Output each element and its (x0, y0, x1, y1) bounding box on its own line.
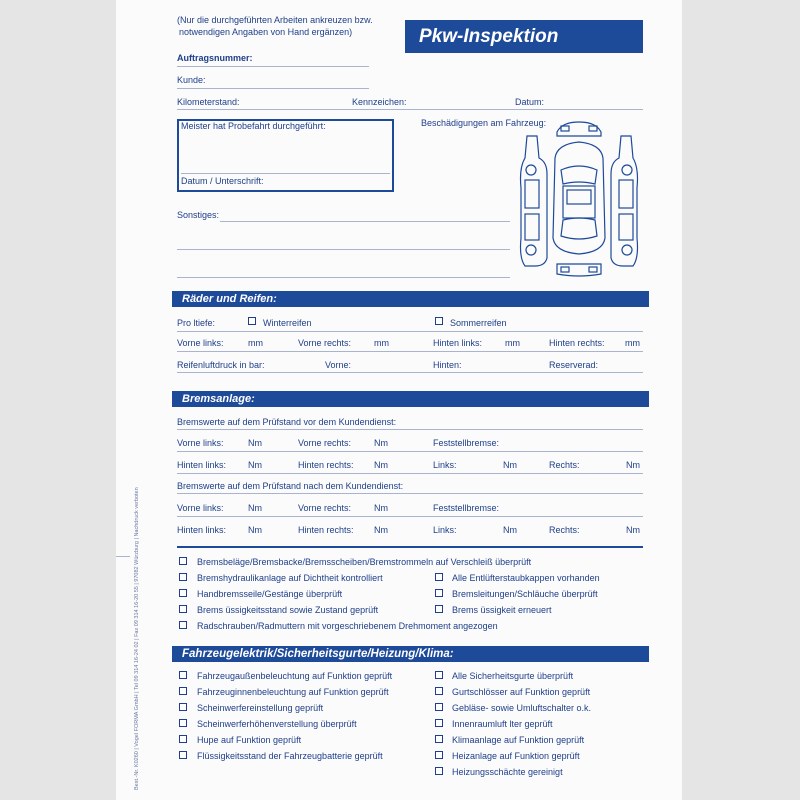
elektrik-check-r2-label: Gebläse- sowie Umluftschalter o.k. (452, 703, 592, 713)
bremswerte-nach-line (177, 493, 643, 494)
bn-vl-unit: Nm (248, 503, 262, 513)
elektrik-check-r3-checkbox[interactable] (435, 719, 443, 727)
bv-rechts-label: Rechts: (549, 460, 580, 470)
elektrik-check-r6-label: Heizungsschächte gereinigt (452, 767, 563, 777)
elektrik-check-r0-label: Alle Sicherheitsgurte überprüft (452, 671, 574, 681)
sonstiges-label: Sonstiges: (177, 210, 220, 220)
elektrik-check-r4-checkbox[interactable] (435, 735, 443, 743)
sonstiges-line-2[interactable] (177, 249, 510, 250)
brems-check-0-checkbox[interactable] (179, 557, 187, 565)
sonstiges-line-3[interactable] (177, 277, 510, 278)
bremswerte-vor-line (177, 429, 643, 430)
rad-vl-unit: mm (248, 338, 263, 348)
sommerreifen-checkbox[interactable] (435, 317, 443, 325)
elektrik-check-r5-label: Heizanlage auf Funktion geprüft (452, 751, 580, 761)
brems-check-4-checkbox[interactable] (179, 621, 187, 629)
elektrik-check-2-checkbox[interactable] (179, 703, 187, 711)
side-imprint: Best.-Nr. K0260 | Vogel FORMA GmbH | Tel 09 314 16-24 02 | Fax 09 314 16-20 55 | 97082 Würzburg | Nachdruck verboten (134, 487, 140, 790)
instruction-line-2: notwendigen Angaben von Hand ergänzen) (179, 27, 353, 37)
winterreifen-checkbox[interactable] (248, 317, 256, 325)
bv-vorne-rechts-label: Vorne rechts: (298, 438, 352, 448)
bv-vl-unit: Nm (248, 438, 262, 448)
luftdruck-vorne-label: Vorne: (325, 360, 352, 370)
bn-links-unit: Nm (503, 525, 517, 535)
form-title: Pkw-Inspektion (405, 20, 643, 53)
elektrik-check-r5-checkbox[interactable] (435, 751, 443, 759)
bn-links-label: Links: (433, 525, 457, 535)
rad-hr-unit: mm (625, 338, 640, 348)
elektrik-check-r3-label: Innenraumluft lter geprüft (452, 719, 553, 729)
bn-vr-unit: Nm (374, 503, 388, 513)
car-outline-icon (517, 118, 641, 280)
kunde-label: Kunde: (177, 75, 206, 85)
brems-check-2-checkbox[interactable] (179, 589, 187, 597)
bv-hl-unit: Nm (248, 460, 262, 470)
datum-unterschrift-label: Datum / Unterschrift: (181, 176, 264, 186)
bv-vr-unit: Nm (374, 438, 388, 448)
bn-rechts-label: Rechts: (549, 525, 580, 535)
bv-hinten-line[interactable] (177, 473, 643, 474)
elektrik-check-3-label: Scheinwerferhöhenverstellung überprüft (197, 719, 357, 729)
bv-vorne-line[interactable] (177, 451, 643, 452)
elektrik-check-2-label: Scheinwerfereinstellung geprüft (197, 703, 324, 713)
elektrik-check-4-label: Hupe auf Funktion geprüft (197, 735, 302, 745)
bv-hinten-rechts-label: Hinten rechts: (298, 460, 354, 470)
bn-hinten-links-label: Hinten links: (177, 525, 227, 535)
brems-check-r1-label: Bremsleitungen/Schläuche überprüft (452, 589, 598, 599)
rad-hinten-links-label: Hinten links: (433, 338, 483, 348)
winterreifen-label: Winterreifen (263, 318, 312, 328)
auftragsnummer-field[interactable] (177, 66, 369, 67)
probefahrt-sign-line (181, 173, 390, 174)
rad-vr-unit: mm (374, 338, 389, 348)
section-elektrik-header: Fahrzeugelektrik/Sicherheitsgurte/Heizung/Klima: (172, 646, 649, 662)
beschaedigungen-label: Beschädigungen am Fahrzeug: (421, 118, 547, 128)
brems-check-r0-checkbox[interactable] (435, 573, 443, 581)
elektrik-check-r1-label: Gurtschlösser auf Funktion geprüft (452, 687, 591, 697)
brems-check-1-label: Bremshydraulikanlage auf Dichtheit kontrolliert (197, 573, 383, 583)
brems-check-0-label: Bremsbeläge/Bremsbacke/Bremsscheiben/Bremstrommeln auf Verschleiß überprüft (197, 557, 532, 567)
elektrik-check-3-checkbox[interactable] (179, 719, 187, 727)
luftdruck-hinten-label: Hinten: (433, 360, 462, 370)
luftdruck-line[interactable] (177, 372, 643, 373)
bremswerte-nach-label: Bremswerte auf dem Prüfstand nach dem Kundendienst: (177, 481, 404, 491)
kilometerstand-label: Kilometerstand: (177, 97, 240, 107)
bn-hinten-rechts-label: Hinten rechts: (298, 525, 354, 535)
sonstiges-line-1[interactable] (220, 221, 510, 222)
rad-hl-unit: mm (505, 338, 520, 348)
bv-hr-unit: Nm (374, 460, 388, 470)
elektrik-check-4-checkbox[interactable] (179, 735, 187, 743)
section-brems-header: Bremsanlage: (172, 391, 649, 407)
brems-check-4-label: Radschrauben/Radmuttern mit vorgeschriebenem Drehmoment angezogen (197, 621, 498, 631)
datum-label: Datum: (515, 97, 545, 107)
bv-feststellbremse-label: Feststellbremse: (433, 438, 500, 448)
bv-links-unit: Nm (503, 460, 517, 470)
elektrik-check-5-checkbox[interactable] (179, 751, 187, 759)
bremswerte-vor-label: Bremswerte auf dem Prüfstand vor dem Kundendienst: (177, 417, 397, 427)
bn-feststellbremse-label: Feststellbremse: (433, 503, 500, 513)
rad-vorne-links-label: Vorne links: (177, 338, 224, 348)
reifenluftdruck-label: Reifenluftdruck in bar: (177, 360, 265, 370)
brems-check-3-checkbox[interactable] (179, 605, 187, 613)
bv-vorne-links-label: Vorne links: (177, 438, 224, 448)
brems-check-2-label: Handbremsseile/Gestänge überprüft (197, 589, 343, 599)
bn-hr-unit: Nm (374, 525, 388, 535)
elektrik-check-0-checkbox[interactable] (179, 671, 187, 679)
instruction-note (177, 14, 373, 38)
rad-hinten-rechts-label: Hinten rechts: (549, 338, 605, 348)
brems-check-3-label: Brems üssigkeitsstand sowie Zustand geprüft (197, 605, 379, 615)
profil-values-line[interactable] (177, 351, 643, 352)
bremsen-divider (177, 546, 643, 548)
bn-vorne-line[interactable] (177, 516, 643, 517)
profiltiefe-label: Pro ltiefe: (177, 318, 216, 328)
elektrik-check-5-label: Flüssigkeitsstand der Fahrzeugbatterie geprüft (197, 751, 383, 761)
brems-check-r1-checkbox[interactable] (435, 589, 443, 597)
brems-check-r2-label: Brems üssigkeit erneuert (452, 605, 552, 615)
elektrik-check-1-label: Fahrzeuginnenbeleuchtung auf Funktion geprüft (197, 687, 389, 697)
elektrik-check-r4-label: Klimaanlage auf Funktion geprüft (452, 735, 585, 745)
vehicle-damage-diagram[interactable] (517, 118, 641, 280)
elektrik-check-r2-checkbox[interactable] (435, 703, 443, 711)
sommerreifen-label: Sommerreifen (450, 318, 507, 328)
elektrik-check-r1-checkbox[interactable] (435, 687, 443, 695)
section-raeder-header: Räder und Reifen: (172, 291, 649, 307)
kilometer-row-line[interactable] (177, 109, 643, 110)
auftragsnummer-label: Auftragsnummer: (177, 53, 253, 63)
bn-vorne-rechts-label: Vorne rechts: (298, 503, 352, 513)
kennzeichen-label: Kennzeichen: (352, 97, 407, 107)
bv-rechts-unit: Nm (626, 460, 640, 470)
bn-vorne-links-label: Vorne links: (177, 503, 224, 513)
rad-vorne-rechts-label: Vorne rechts: (298, 338, 352, 348)
reserverad-label: Reserverad: (549, 360, 599, 370)
bv-links-label: Links: (433, 460, 457, 470)
side-tick (116, 556, 130, 557)
bn-hl-unit: Nm (248, 525, 262, 535)
kunde-field[interactable] (177, 88, 369, 89)
probefahrt-label: Meister hat Probefahrt durchgeführt: (181, 121, 326, 131)
brems-check-1-checkbox[interactable] (179, 573, 187, 581)
elektrik-check-1-checkbox[interactable] (179, 687, 187, 695)
elektrik-check-r0-checkbox[interactable] (435, 671, 443, 679)
brems-check-r2-checkbox[interactable] (435, 605, 443, 613)
elektrik-check-r6-checkbox[interactable] (435, 767, 443, 775)
elektrik-check-0-label: Fahrzeugaußenbeleuchtung auf Funktion geprüft (197, 671, 393, 681)
brems-check-r0-label: Alle Entlüfterstaubkappen vorhanden (452, 573, 600, 583)
bv-hinten-links-label: Hinten links: (177, 460, 227, 470)
instruction-line-1: (Nur die durchgeführten Arbeiten ankreuzen bzw. (177, 15, 373, 25)
profil-row-line (177, 331, 643, 332)
bn-rechts-unit: Nm (626, 525, 640, 535)
